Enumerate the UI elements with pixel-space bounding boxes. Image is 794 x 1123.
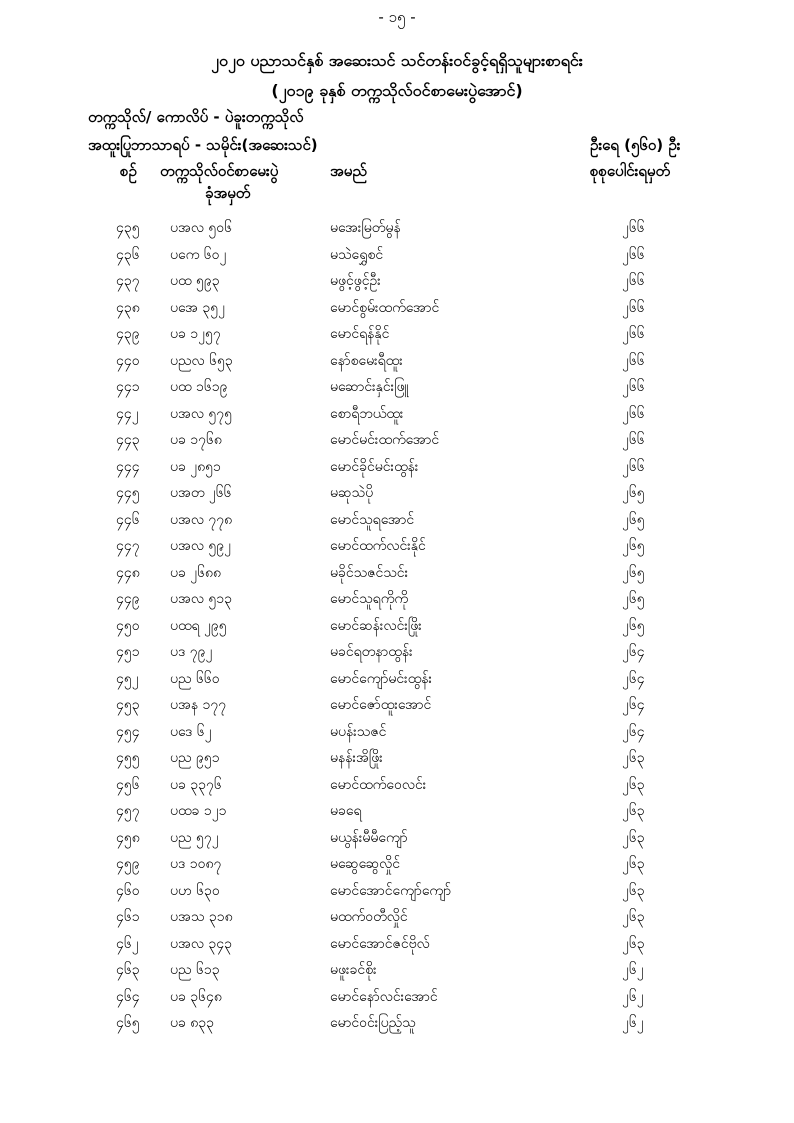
row-name: မခိုင်သဇင်သင်း	[330, 564, 409, 581]
table-row	[0, 324, 794, 351]
row-marks: ၂၆၄	[622, 644, 645, 660]
row-roll-number: ပအလ ၅၁၃	[170, 591, 233, 607]
table-row	[0, 218, 794, 245]
row-name: မထက်ဝတီလှိုင်	[330, 909, 408, 925]
row-serial-no: ၄၄၉	[116, 591, 140, 607]
row-name: မခရေ	[330, 803, 362, 819]
row-serial-no: ၄၅၅	[116, 750, 140, 766]
table-row	[0, 775, 794, 802]
row-name: မောင်ဝင်းပြည့်သူ	[330, 1015, 416, 1031]
row-name: မောင်ကျော်မင်းထွန်း	[330, 670, 433, 687]
row-serial-no: ၄၅၈	[116, 829, 140, 846]
table-row	[0, 563, 794, 590]
row-serial-no: ၄၆၁	[116, 909, 140, 925]
row-marks: ၂၆၆	[622, 273, 645, 289]
table-row	[0, 695, 794, 722]
table-row	[0, 828, 794, 855]
row-roll-number: ပည ၆၁၃	[170, 962, 220, 978]
table-row	[0, 801, 794, 828]
row-serial-no: ၄၄၈	[116, 564, 140, 581]
row-name: မနန်းအိဖြိုး	[330, 750, 383, 766]
row-roll-number: ပထ ၅၉၃	[170, 273, 220, 289]
row-roll-number: ပခ ၃၆၄၈	[170, 988, 222, 1005]
row-serial-no: ၄၆၀	[116, 882, 140, 899]
row-serial-no: ၄၃၆	[116, 246, 140, 263]
table-row	[0, 245, 794, 272]
row-name: မောင်စွမ်းထက်အောင်	[330, 299, 440, 316]
row-name: မောင်နော်လင်းအောင်	[330, 988, 438, 1005]
table-row	[0, 430, 794, 457]
header-roll-number-line2: ခုံအမှတ်	[205, 184, 251, 202]
row-serial-no: ၄၄၆	[116, 511, 140, 528]
row-serial-no: ၄၆၂	[116, 935, 139, 952]
row-roll-number: ပအန ၁၇၇	[170, 697, 227, 713]
row-marks: ၂၆၃	[622, 856, 645, 872]
row-name: မသဲရွှေစင်	[330, 246, 384, 263]
row-roll-number: ပအေ ၃၅၂	[170, 299, 225, 316]
row-roll-number: ပထရ ၂၉၅	[170, 617, 227, 634]
row-marks: ၂၆၅	[622, 511, 645, 528]
row-name: မအေးမြတ်မွန်	[330, 220, 401, 236]
table-row	[0, 722, 794, 749]
row-marks: ၂၆၆	[622, 220, 645, 236]
row-name: မဆောင်းနှင်းဖြူ	[330, 379, 409, 395]
row-name: မဆုသဲပို	[330, 485, 374, 501]
row-marks: ၂၆၃	[622, 935, 645, 952]
subject-line: အထူးပြုဘာသာရပ် - သမိုင်း(အဆေးသင်)	[88, 136, 318, 154]
row-roll-number: ပခ ၈၃၃	[170, 1015, 215, 1031]
row-marks: ၂၆၂	[622, 988, 644, 1005]
row-roll-number: ပအသ ၃၁၈	[170, 909, 233, 925]
row-marks: ၂၆၅	[622, 591, 645, 607]
table-row	[0, 881, 794, 908]
row-roll-number: ပဟ ၆၃၀	[170, 882, 220, 899]
row-roll-number: ပညလ ၆၅၃	[170, 352, 233, 369]
row-name: မောင်ဆန်းလင်းဖြိုး	[330, 617, 422, 634]
row-roll-number: ပဒေ ၆၂	[170, 723, 212, 740]
row-roll-number: ပခ ၁၇၆၈	[170, 432, 222, 448]
table-row	[0, 377, 794, 404]
row-roll-number: ပအလ ၃၄၃	[170, 935, 233, 952]
row-marks: ၂၆၃	[622, 776, 645, 793]
row-roll-number: ပခ ၂၈၅၁	[170, 458, 221, 475]
table-row	[0, 298, 794, 325]
row-roll-number: ပအလ ၅၉၂	[170, 538, 232, 554]
row-serial-no: ၄၅၄	[116, 723, 140, 740]
table-row	[0, 616, 794, 643]
row-name: မောင်အောင်ကျော်ကျော်	[330, 882, 452, 899]
row-serial-no: ၄၄၃	[116, 432, 140, 448]
row-marks: ၂၆၄	[622, 697, 645, 713]
table-row	[0, 987, 794, 1014]
table-row	[0, 960, 794, 987]
row-roll-number: ပအလ ၅၀၆	[170, 220, 233, 236]
row-serial-no: ၄၅၆	[116, 776, 140, 793]
table-row	[0, 271, 794, 298]
row-marks: ၂၆၄	[622, 723, 645, 740]
row-serial-no: ၄၅၇	[116, 803, 140, 819]
row-marks: ၂၆၆	[622, 352, 645, 369]
row-roll-number: ပခ ၃၃၇၆	[170, 776, 222, 793]
row-serial-no: ၄၄၄	[116, 458, 140, 475]
document-subtitle: (၂၀၁၉ ခုနှစ် တက္ကသိုလ်ဝင်စာမေးပွဲအောင်)	[271, 81, 523, 100]
row-marks: ၂၆၅	[622, 617, 645, 634]
row-roll-number: ပည ၅၇၂	[170, 829, 219, 846]
row-serial-no: ၄၅၁	[116, 644, 140, 660]
table-row	[0, 1013, 794, 1040]
row-roll-number: ပကေ ၆၀၂	[170, 246, 227, 263]
row-serial-no: ၄၄၂	[116, 405, 139, 422]
row-marks: ၂၆၅	[622, 485, 645, 501]
row-serial-no: ၄၄၅	[116, 485, 140, 501]
row-marks: ၂၆၆	[622, 458, 645, 475]
row-marks: ၂၆၃	[622, 882, 645, 899]
row-name: မောင်သူရကိုကို	[330, 591, 409, 607]
row-name: မောင်အောင်ဇင်ဗိုလ်	[330, 935, 430, 952]
document-title: ၂၀၂၀ ပညာသင်နှစ် အဆေးသင် သင်တန်းဝင်ခွင့်ရရှိသူများစာရင်း	[211, 51, 583, 70]
table-row	[0, 457, 794, 484]
row-serial-no: ၄၆၅	[116, 1015, 140, 1031]
row-roll-number: ပခ ၁၂၅၇	[170, 326, 221, 342]
row-roll-number: ပအလ ၅၇၅	[170, 405, 233, 422]
university-line: တက္ကသိုလ်/ ကောလိပ် - ပဲခူးတက္ကသိုလ်	[88, 108, 304, 126]
row-name: မောင်မင်းထက်အောင်	[330, 432, 440, 448]
row-marks: ၂၆၄	[622, 670, 645, 687]
row-roll-number: ပည ၆၆၀	[170, 670, 220, 687]
row-serial-no: ၄၅၉	[116, 856, 140, 872]
header-total-marks: စုစုပေါင်းရမှတ်	[590, 162, 671, 180]
table-row	[0, 669, 794, 696]
row-marks: ၂၆၃	[622, 803, 645, 819]
table-row	[0, 510, 794, 537]
header-serial-no: စဉ်	[120, 162, 137, 180]
table-row	[0, 748, 794, 775]
row-marks: ၂၆၂	[622, 962, 644, 978]
row-serial-no: ၄၄၁	[116, 379, 140, 395]
row-roll-number: ပဒ ၁၀၈၇	[170, 856, 222, 872]
total-count: ဦးရေ (၅၆၀) ဦး	[590, 136, 681, 154]
row-name: မောင်ခိုင်မင်းထွန်း	[330, 458, 419, 475]
row-roll-number: ပထခ ၁၂၁	[170, 803, 227, 819]
row-name: မယွန်းမီမီကျော်	[330, 829, 408, 846]
row-marks: ၂၆၆	[622, 246, 645, 263]
results-list	[0, 218, 794, 1040]
row-roll-number: ပဒ ၇၉၂	[170, 644, 213, 660]
row-name: မောင်ထက်ဝေလင်း	[330, 776, 427, 793]
row-serial-no: ၄၅၀	[116, 617, 140, 634]
row-marks: ၂၆၅	[622, 538, 645, 554]
row-marks: ၂၆၆	[622, 326, 645, 342]
row-name: စောရီဘယ်ထူး	[330, 405, 404, 422]
table-row	[0, 404, 794, 431]
row-serial-no: ၄၆၄	[116, 988, 140, 1005]
row-roll-number: ပအလ ၇၇၈	[170, 511, 233, 528]
row-marks: ၂၆၆	[622, 432, 645, 448]
table-row	[0, 589, 794, 616]
row-name: မခင်ရတနာထွန်း	[330, 644, 413, 660]
row-name: မပန်းသဇင်	[330, 723, 387, 740]
row-roll-number: ပထ ၁၆၁၉	[170, 379, 228, 395]
row-name: မောင်သူရအောင်	[330, 511, 415, 528]
row-serial-no: ၄၃၅	[116, 220, 140, 236]
row-roll-number: ပခ ၂၆၈၈	[170, 564, 222, 581]
table-row	[0, 642, 794, 669]
row-marks: ၂၆၃	[622, 829, 645, 846]
row-marks: ၂၆၆	[622, 405, 645, 422]
row-serial-no: ၄၄၀	[116, 352, 140, 369]
table-row	[0, 483, 794, 510]
header-roll-number: တက္ကသိုလ်ဝင်စာမေးပွဲ	[160, 162, 279, 180]
page-number: - ၁၅ -	[378, 8, 416, 26]
table-row	[0, 351, 794, 378]
row-serial-no: ၄၃၈	[116, 299, 140, 316]
table-row	[0, 934, 794, 961]
row-roll-number: ပအတ ၂၆၆	[170, 485, 232, 501]
row-marks: ၂၆၆	[622, 299, 645, 316]
row-serial-no: ၄၃၉	[116, 326, 140, 342]
table-row	[0, 536, 794, 563]
row-name: မဖွင့်ဖွင့်ဦး	[330, 273, 381, 289]
row-name: မောင်ဇော်ထူးအောင်	[330, 697, 432, 713]
row-serial-no: ၄၃၇	[116, 273, 140, 289]
row-serial-no: ၄၅၂	[116, 670, 139, 687]
row-name: နော်စမေးရီထူး	[330, 352, 403, 369]
row-name: မဖူးခင်စိုး	[330, 962, 377, 978]
row-marks: ၂၆၃	[622, 909, 645, 925]
row-serial-no: ၄၆၃	[116, 962, 140, 978]
table-row	[0, 854, 794, 881]
row-serial-no: ၄၅၃	[116, 697, 140, 713]
row-roll-number: ပည ၉၅၁	[170, 750, 220, 766]
row-name: မဆွေဆွေလှိုင်	[330, 856, 401, 872]
table-row	[0, 907, 794, 934]
row-marks: ၂၆၆	[622, 379, 645, 395]
row-marks: ၂၆၅	[622, 564, 645, 581]
row-name: မောင်ရန်နိုင်	[330, 326, 390, 342]
row-marks: ၂၆၃	[622, 750, 645, 766]
row-name: မောင်ထက်လင်းနိုင်	[330, 538, 426, 554]
header-name: အမည်	[330, 162, 367, 180]
row-serial-no: ၄၄၇	[116, 538, 140, 554]
row-marks: ၂၆၂	[622, 1015, 644, 1031]
